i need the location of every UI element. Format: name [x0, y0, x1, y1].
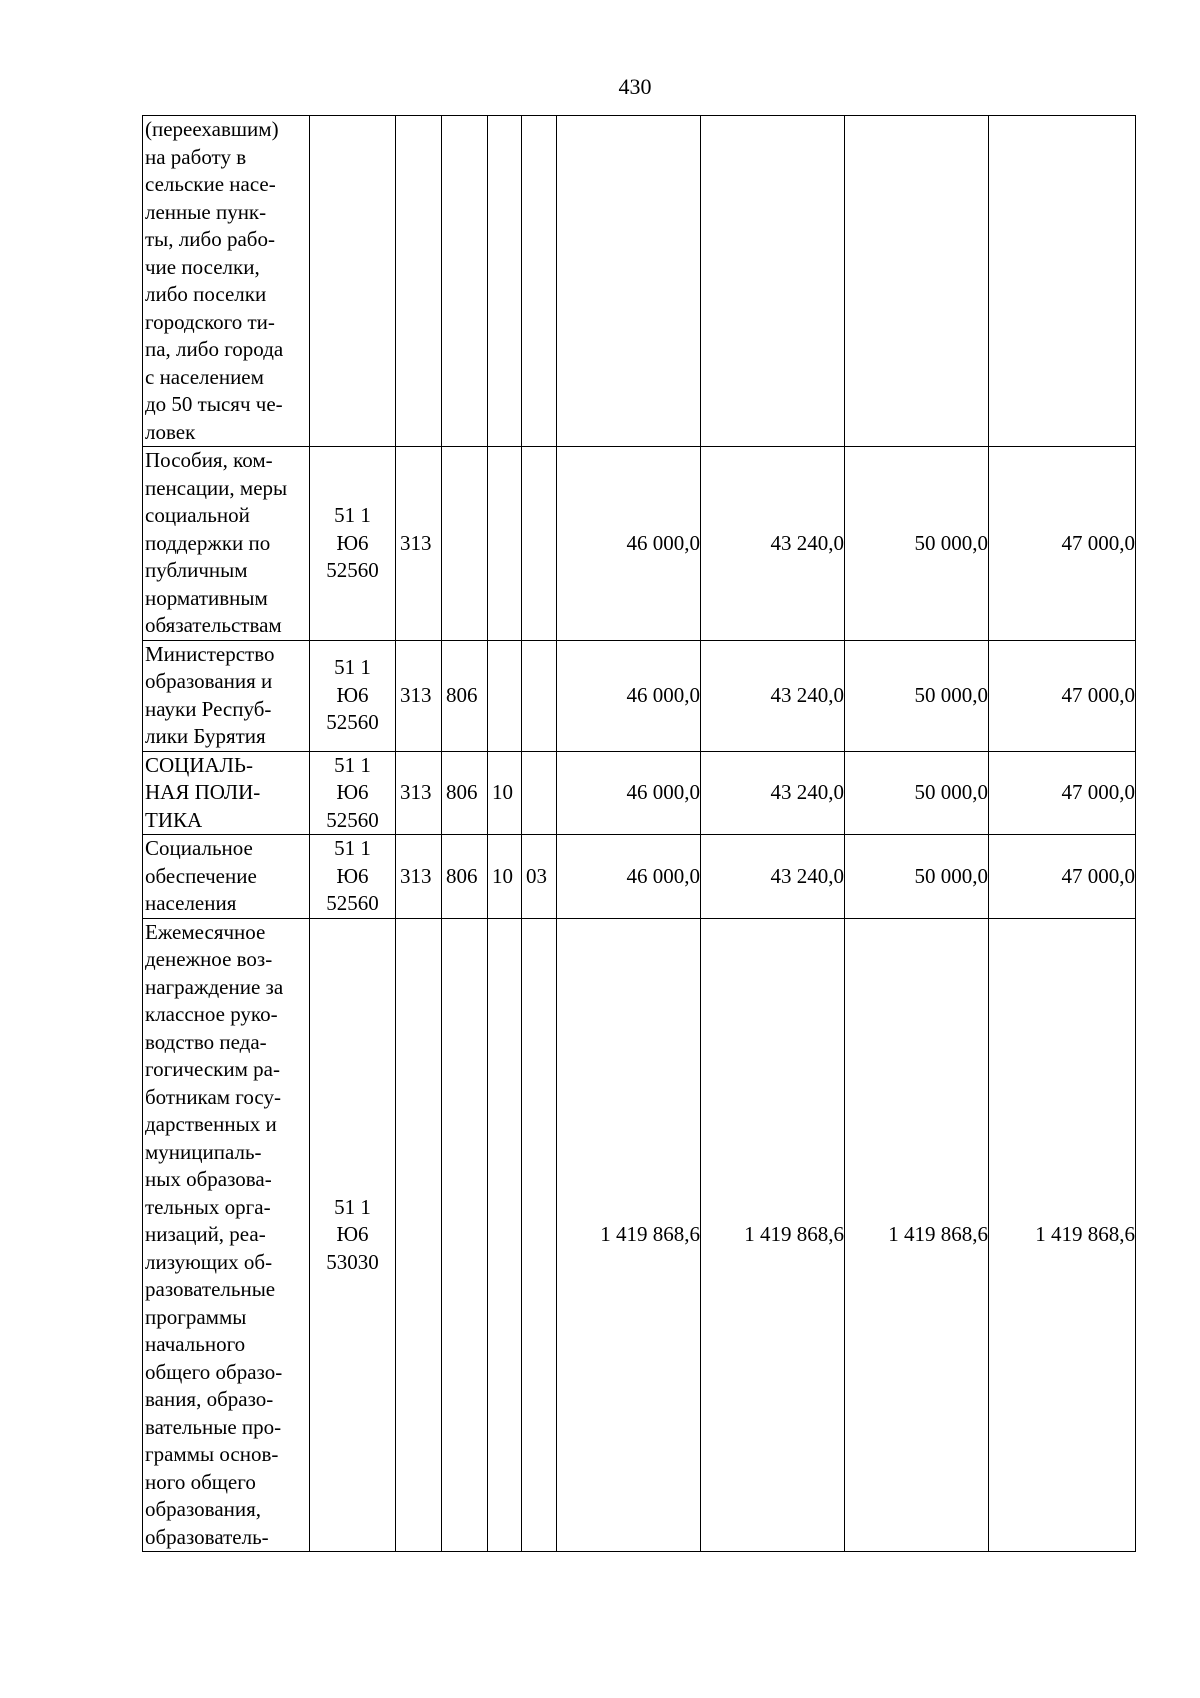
amount-cell-3: 50 000,0 [845, 447, 989, 641]
amount-cell-2: 1 419 868,6 [701, 918, 845, 1552]
ministry-code-cell: 313 [396, 640, 442, 751]
amount-cell-2: 43 240,0 [701, 835, 845, 919]
name-line: ленные пунк- [145, 199, 267, 224]
target-article-cell: 51 1 Ю6 52560 [310, 640, 396, 751]
amount-cell-2: 43 240,0 [701, 751, 845, 835]
table-row [143, 918, 1136, 1552]
expense-type-cell [522, 918, 557, 1552]
amount-cell-1: 46 000,0 [557, 640, 701, 751]
amount-cell-1: 46 000,0 [557, 835, 701, 919]
name-line: вания, образо- [145, 1387, 274, 1411]
name-line: чие поселки, [145, 254, 260, 279]
expense-type-cell [522, 640, 557, 751]
name-line: СОЦИАЛЬ- [145, 752, 253, 777]
name-line: гогическим ра- [145, 1057, 280, 1081]
name-line: дарственных и [145, 1112, 277, 1136]
target-article-cell: 51 1 Ю6 52560 [310, 447, 396, 641]
budget-table [142, 115, 1136, 1552]
name-line: на работу в [145, 144, 247, 169]
name-line: водство педа- [145, 1029, 267, 1054]
name-line: ловек [145, 419, 196, 444]
amount-cell-1: 46 000,0 [557, 751, 701, 835]
name-line: нормативным [145, 585, 268, 610]
name-line: (переехавшим) [145, 117, 279, 141]
name-line: тельных орга- [145, 1194, 271, 1219]
ministry-code-cell: 313 [396, 447, 442, 641]
name-line: сельские насе- [145, 172, 276, 196]
subsection-code-cell [488, 116, 522, 447]
name-line: денежное воз- [145, 947, 273, 971]
name-line: лизующих об- [145, 1249, 273, 1274]
table-row [143, 447, 1136, 641]
name-line: либо поселки [145, 282, 267, 306]
table-row [143, 640, 1136, 751]
amount-cell-1: 1 419 868,6 [557, 918, 701, 1552]
table-row [143, 835, 1136, 919]
target-article-cell [310, 116, 396, 447]
table-row [143, 751, 1136, 835]
name-line: Ежемесячное [145, 919, 266, 944]
name-line: НАЯ ПОЛИ- [145, 780, 261, 804]
name-line: социальной [145, 503, 250, 527]
row-name-cell [143, 918, 310, 1552]
subsection-code-cell: 10 [488, 751, 522, 835]
name-line: Пособия, ком- [145, 448, 273, 472]
ministry-code-cell: 313 [396, 751, 442, 835]
name-line: до 50 тысяч че- [145, 392, 283, 416]
name-line: обеспечение [145, 863, 257, 888]
table-body [143, 116, 1136, 1552]
name-line: ных образова- [145, 1167, 272, 1191]
name-line: разовательные [145, 1277, 276, 1301]
section-code-cell [442, 116, 488, 447]
name-line: образования, [145, 1497, 262, 1521]
amount-cell-2 [701, 116, 845, 447]
subsection-code-cell: 10 [488, 835, 522, 919]
name-line: общего образо- [145, 1359, 283, 1384]
name-line: ботникам госу- [145, 1084, 281, 1109]
name-line: па, либо города [145, 337, 284, 361]
name-line: образователь- [145, 1524, 269, 1549]
amount-cell-1 [557, 116, 701, 447]
target-article-cell: 51 1 Ю6 53030 [310, 918, 396, 1552]
name-line: Министерство [145, 641, 275, 666]
name-line: лики Бурятия [145, 724, 266, 748]
name-line: образования и [145, 669, 273, 693]
page-number: 430 [618, 74, 652, 99]
name-line: программы [145, 1304, 247, 1329]
section-code-cell: 806 [442, 640, 488, 751]
name-line: пенсации, меры [145, 475, 288, 500]
amount-cell-4: 1 419 868,6 [989, 918, 1136, 1552]
name-line: обязательствам [145, 613, 282, 637]
name-line: науки Респуб- [145, 696, 272, 721]
target-article-cell: 51 1 Ю6 52560 [310, 751, 396, 835]
amount-cell-2: 43 240,0 [701, 447, 845, 641]
name-line: награждение за [145, 974, 284, 999]
ministry-code-cell [396, 116, 442, 447]
amount-cell-4: 47 000,0 [989, 640, 1136, 751]
ministry-code-cell [396, 918, 442, 1552]
amount-cell-3: 50 000,0 [845, 751, 989, 835]
section-code-cell: 806 [442, 835, 488, 919]
expense-type-cell: 03 [522, 835, 557, 919]
subsection-code-cell [488, 447, 522, 641]
amount-cell-1: 46 000,0 [557, 447, 701, 641]
section-code-cell: 806 [442, 751, 488, 835]
amount-cell-4: 47 000,0 [989, 751, 1136, 835]
amount-cell-2: 43 240,0 [701, 640, 845, 751]
amount-cell-3: 1 419 868,6 [845, 918, 989, 1552]
name-line: ты, либо рабо- [145, 227, 275, 251]
amount-cell-4 [989, 116, 1136, 447]
row-name-cell [143, 751, 310, 835]
name-line: населения [145, 891, 237, 915]
ministry-code-cell: 313 [396, 835, 442, 919]
name-line: ТИКА [145, 807, 203, 832]
section-code-cell [442, 447, 488, 641]
expense-type-cell [522, 447, 557, 641]
name-line: граммы основ- [145, 1442, 279, 1466]
subsection-code-cell [488, 640, 522, 751]
amount-cell-4: 47 000,0 [989, 447, 1136, 641]
table-row [143, 116, 1136, 447]
name-line: с населением [145, 364, 264, 389]
row-name-cell [143, 447, 310, 641]
section-code-cell [442, 918, 488, 1552]
name-line: публичным [145, 558, 248, 582]
name-line: Социальное [145, 836, 253, 860]
amount-cell-4: 47 000,0 [989, 835, 1136, 919]
name-line: классное руко- [145, 1002, 278, 1026]
amount-cell-3 [845, 116, 989, 447]
name-line: ного общего [145, 1469, 256, 1494]
name-line: городского ти- [145, 309, 275, 334]
name-line: вательные про- [145, 1414, 282, 1439]
row-name-cell [143, 835, 310, 919]
amount-cell-3: 50 000,0 [845, 640, 989, 751]
subsection-code-cell [488, 918, 522, 1552]
name-line: муниципаль- [145, 1139, 262, 1164]
name-line: низаций, реа- [145, 1222, 266, 1246]
row-name-cell [143, 640, 310, 751]
expense-type-cell [522, 751, 557, 835]
target-article-cell: 51 1 Ю6 52560 [310, 835, 396, 919]
name-line: начального [145, 1332, 246, 1356]
row-name-cell [143, 116, 310, 447]
amount-cell-3: 50 000,0 [845, 835, 989, 919]
name-line: поддержки по [145, 530, 271, 555]
expense-type-cell [522, 116, 557, 447]
